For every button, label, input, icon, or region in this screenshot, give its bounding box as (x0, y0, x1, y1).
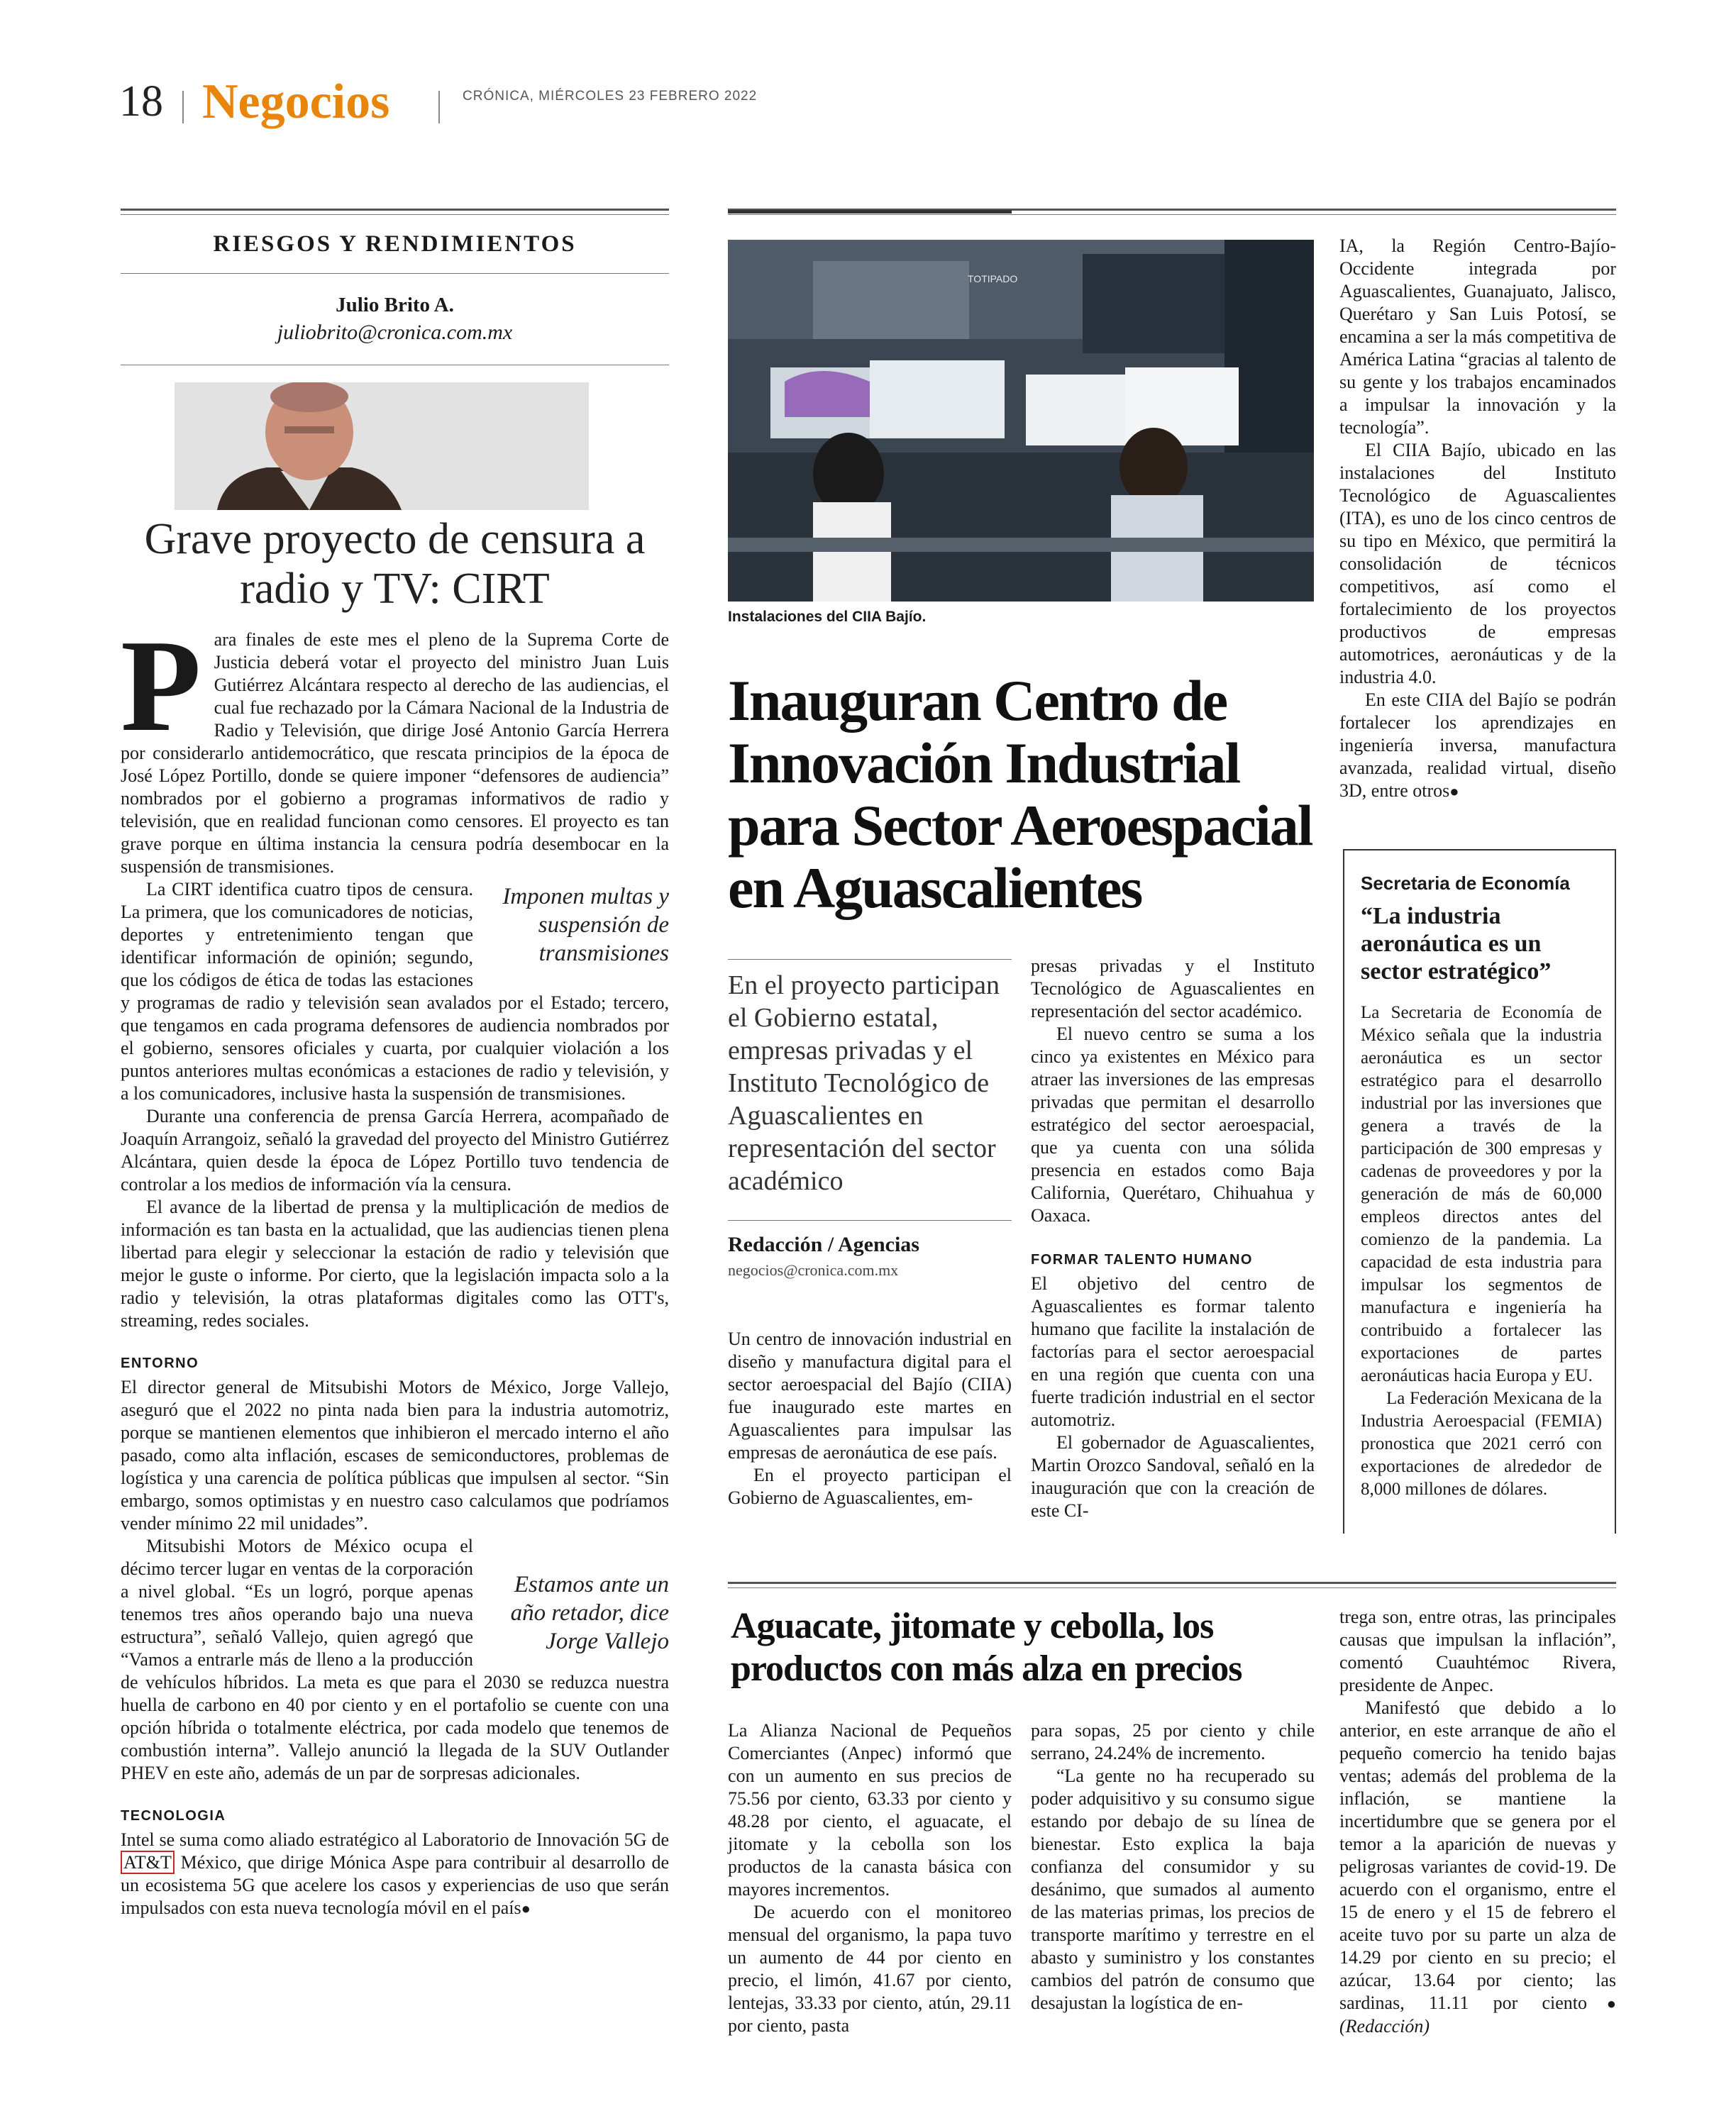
column-paragraph: Intel se suma como aliado estratégico al Laboratorio de Innovación 5G de AT&T México, que dirige Mónica Aspe para contribuir al desarrollo de un ecosistema 5G que acelere los casos y experiencias de uso que serán impulsados con esta nueva tecnología móvil en el país● (121, 1829, 669, 1918)
column-author: Julio Brito A. (336, 294, 454, 316)
main-byline: Redacción / Agencias (728, 1233, 919, 1256)
deck-top-rule (728, 959, 1012, 960)
main-col3 (1339, 235, 1616, 803)
masthead-divider (438, 91, 440, 123)
column-pullquote: Imponen multas y suspensión de transmisiones (502, 884, 669, 966)
end-mark: ● (1449, 782, 1459, 800)
main-byline-email[interactable]: negocios@cronica.com.mx (728, 1261, 899, 1279)
column-body (121, 613, 669, 1920)
sidebar-quote: “La industria aeronáutica es un sector estratégico” (1361, 903, 1552, 985)
photo-sign: TOTIPADO (968, 273, 1018, 284)
column-paragraph: La CIRT identifica cuatro tipos de censura. La primera, que los comunicadores de noticias, deportes y entretenimiento tengan que identificar información de opinión; segundo, que los códigos de ética de todas las estaciones y programas de radio y televisión sean avalados por el Estado; tercero, que tengamos en cada programa defensores de audiencia nombrados por el gobierno, sensores oficiales y cuarta, por cualquier violación a los puntos anteriores multas económicas a estaciones de radio y televisión, y a los comunicadores, inclusive hasta la suspensión de transmisiones. (121, 879, 669, 1104)
main-paragraph: presas privadas y el Instituto Tecnológico de Aguascalientes en representación del sector académico. (1031, 955, 1315, 1021)
main-top-rule-thin (728, 214, 1616, 215)
column-pullquote: Estamos ante un año retador, dice Jorge Vallejo (510, 1572, 669, 1654)
second-paragraph: Manifestó que debido a lo anterior, en este arranque de año el pequeño comercio ha tenido bajas ventas; además del problema de la inflación, se mantiene la incertidumbre que se genera por el temor a la aparición de nuevas y peligrosas variantes de covid-19. De acuerdo con el organismo, entre el 15 de enero y el 15 de febrero el aceite tuvo por su parte un alza de 14.29 por ciento en su precio; el azúcar, 13.64 por ciento; las sardinas, 11.11 por ciento● (Redacción) (1339, 1697, 1616, 2036)
main-col1 (728, 1328, 1012, 1509)
att-link[interactable]: AT&T (121, 1851, 175, 1874)
main-paragraph: En el proyecto participan el Gobierno de Aguascalientes, em- (728, 1465, 1012, 1508)
main-headline: Inauguran Centro de Innovación Industrial para Sector Aeroespacial en Aguascalientes (728, 668, 1312, 920)
section-title: Negocios (202, 74, 390, 129)
column-author-email[interactable]: juliobrito@cronica.com.mx (277, 321, 513, 344)
sidebar-body (1361, 1002, 1602, 1501)
end-mark: ● (1587, 1995, 1616, 2012)
second-headline: Aguacate, jitomate y cebolla, los productos con más alza en precios (731, 1606, 1242, 1689)
main-paragraph: El nuevo centro se suma a los cinco ya existentes en México para atraer las inversiones de las empresas privadas que permitan el desarrollo estratégico del sector aeroespacial, que ya cuenta con una sólida presencia en estados como Baja California, Querétaro, Chihuahua y Oaxaca. (1031, 1024, 1315, 1226)
section-label-tecnologia: TECNOLOGIA (121, 1808, 226, 1824)
second-paragraph: De acuerdo con el monitoreo mensual del organismo, la papa tuvo un aumento de 44 por ciento en precio, el limón, 41.67 por ciento, lentejas, 33.33 por ciento, atún, 29.11 por ciento, pasta (728, 1902, 1012, 2036)
sidebar-paragraph: La Secretaria de Economía de México señala que la industria aeronáutica es un sector estratégico para el desarrollo industrial por las inversiones que genera a través de la participación de 300 empresas y cadenas de proveedores y por la generación de más de 60,000 empleos directos antes del comienzo de la pandemia. La capacidad de esta industria para impulsar los segmentos de manufactura e ingeniería ha contribuido a fortalecer las exportaciones de partes aeronáuticas hacia Europa y EU. (1361, 1003, 1602, 1385)
column-paragraph: Durante una conferencia de prensa García Herrera, acompañado de Joaquín Arrangoiz, señaló la gravedad del proyecto del Ministro Gutiérrez Alcántara, quien desde la época de López Portillo tuvo tendencia de controlar a los medios de información vía la censura. (121, 1106, 669, 1195)
photo-caption: Instalaciones del CIIA Bajío. (728, 609, 927, 625)
column-top-rule-thin (121, 214, 669, 215)
sidebar-paragraph: La Federación Mexicana de la Industria Aeroespacial (FEMIA) pronostica que 2021 cerró con exportaciones de alrededor de 8,000 millones de dólares. (1361, 1389, 1602, 1499)
photo-accent-rule (728, 210, 1012, 214)
second-paragraph: trega son, entre otras, las principales causas que impulsan la inflación”, comentó Cuauhtémoc Rivera, presidente de Anpec. (1339, 1607, 1616, 1695)
main-paragraph: El objetivo del centro de Aguascalientes es formar talento humano que facilite la instalación de factorías para el sector aeroespacial en una región que cuenta con una fuerte tradición industrial en el sector automotriz. (1031, 1273, 1315, 1430)
author-portrait (175, 382, 589, 510)
story-credit: (Redacción) (1339, 2016, 1430, 2036)
main-paragraph: Un centro de innovación industrial en diseño y manufactura digital para el sector aeroespacial del Bajío (CIIA) fue inaugurado este martes en Aguascalientes para impulsar las empresas de aeronáutica de ese país. (728, 1329, 1012, 1463)
sidebar-top-rule (1343, 849, 1616, 850)
main-paragraph: En este CIIA del Bajío se podrán fortalecer los aprendizajes en ingeniería inversa, manufactura avanzada, realidad virtual, diseño 3D, entre otros● (1339, 689, 1616, 801)
second-col2 (1031, 1719, 1315, 2015)
second-col1 (728, 1719, 1012, 2037)
main-paragraph: IA, la Región Centro-Bajío-Occidente integrada por Aguascalientes, Guanajuato, Jalisco, Querétaro y San Luis Potosí, se encamina a ser la más competitiva de América Latina “gracias al talento de su gente y los trabajos encaminados a impulsar la innovación y la tecnología”. (1339, 235, 1616, 438)
masthead-divider (182, 91, 184, 123)
deck-bottom-rule (728, 1220, 1012, 1221)
column-paragraph: ara finales de este mes el pleno de la Suprema Corte de Justicia deberá votar el proyecto del ministro Juan Luis Gutiérrez Alcántara respecto al derecho de las audiencias, el cual fue rechazado por la Cámara Nacional de la Industria de Radio y Televisión, que dirige José Antonio García Herrera por considerarlo antidemocrático, que rescata principios de la época de José López Portillo, donde se quiere imponer “defensores de audiencia” nombrados por el gobierno a programas informativos de radio y televisión, que en realidad funcionan como censores. El proyecto es tan grave porque en última instancia la censura podría desembocar en la suspensión de transmisiones. (121, 629, 669, 877)
second-paragraph: “La gente no ha recuperado su poder adquisitivo y su consumo sigue estando por debajo de su línea de bienestar. Esto explica la baja confianza del consumidor y su desánimo, que sumados al aumento de las materias primas, los precios de transporte marítimo y terrestre en el abasto y suministro y los constantes cambios del patrón de consumo que desajustan la logística de en- (1031, 1766, 1315, 2013)
main-subhead: FORMAR TALENTO HUMANO (1031, 1252, 1253, 1268)
page-number: 18 (119, 77, 163, 126)
sidebar-source: Secretaria de Economía (1361, 872, 1570, 894)
column-top-rule (121, 209, 669, 211)
kicker-rule (121, 273, 669, 274)
section-label-entorno: ENTORNO (121, 1356, 199, 1371)
main-paragraph: El CIIA Bajío, ubicado en las instalaciones del Instituto Tecnológico de Aguascalientes (ITA), es uno de los cinco centros de su tipo en México, que permitirá la consolidación de técnicos competitivos, así como el fortalecimiento de los proyectos productivos de empresas automotrices, aeronáuticas y de la industria 4.0. (1339, 440, 1616, 687)
main-paragraph: El gobernador de Aguascalientes, Martin Orozco Sandoval, señaló en la inauguración que con la creación de este CI- (1031, 1432, 1315, 1521)
column-paragraph: El avance de la libertad de prensa y la multiplicación de medios de información es tan basta en la actualidad, que las audiencias tienen plena libertad para elegir y seleccionar la estación de radio y televisión que mejor le guste o informe. Por cierto, que la legislación impacta solo a la radio y televisión, la otras plataformas digitales como las OTT's, streaming, redes sociales. (121, 1197, 669, 1331)
second-paragraph: para sopas, 25 por ciento y chile serrano, 24.24% de incremento. (1031, 1720, 1315, 1763)
second-col3 (1339, 1606, 1616, 2038)
second-story-rule-thin (728, 1587, 1616, 1588)
sidebar-right-rule (1615, 849, 1616, 1534)
main-col2 (1031, 955, 1315, 1522)
ciia-photo (728, 240, 1314, 602)
column-paragraph: Mitsubishi Motors de México ocupa el décimo tercer lugar en ventas de la corporación a nivel global. “Es un logró, porque apenas tenemos tres años operando bajo una nueva estructura”, señaló Vallejo, quien agregó que “Vamos a entrarle más de lleno a la producción de vehículos híbridos. La meta es que para el 2030 se reduzca nuestra huella de carbono en 40 por ciento y en el portafolio se cuente con una opción híbrida o totalmente eléctrica, por cada modelo que tenemos de combustión interna”. Vallejo anunció la llegada de la SUV Outlander PHEV en este año, además de un par de sorpresas adicionales. (121, 1536, 669, 1783)
sidebar-left-rule (1343, 849, 1344, 1534)
column-kicker: RIESGOS Y RENDIMIENTOS (213, 231, 577, 257)
second-story-rule (728, 1582, 1616, 1584)
dateline: CRÓNICA, MIÉRCOLES 23 FEBRERO 2022 (463, 89, 758, 104)
column-paragraph: El director general de Mitsubishi Motors de México, Jorge Vallejo, aseguró que el 2022 no pinta nada bien para la industria automotriz, porque se mantienen elementos que inhibieron el mercado interno el año pasado, como alta inflación, escases de semiconductores, problemas de logística y una carencia de política públicas que impulsen al sector. “Sin embargo, somos optimistas y en nuestro caso calculamos que podríamos vender mínimo 22 mil unidades”. (121, 1377, 669, 1534)
main-deck: En el proyecto participan el Gobierno estatal, empresas privadas y el Instituto Tecnológico de Aguascalientes en representación del sector académico (728, 970, 1000, 1196)
column-dropcap: P (121, 613, 201, 759)
second-paragraph: La Alianza Nacional de Pequeños Comerciantes (Anpec) informó que con un aumento en sus precios de 75.56 por ciento, 63.33 por ciento y 48.28 por ciento, el aguacate, el jitomate y la cebolla son los productos de la canasta básica con mayores incrementos. (728, 1720, 1012, 1900)
column-headline: Grave proyecto de censura a radio y TV: CIRT (144, 515, 646, 613)
end-mark: ● (521, 1900, 531, 1917)
